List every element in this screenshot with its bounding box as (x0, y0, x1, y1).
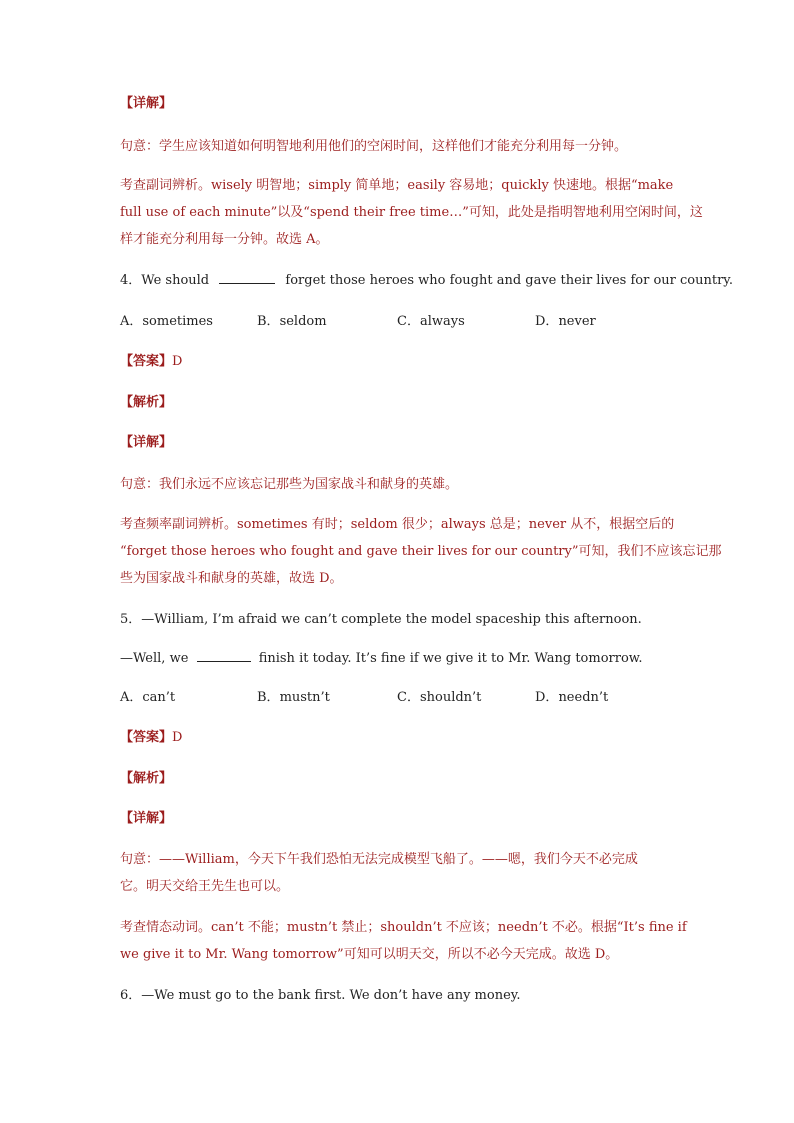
q5-answer-label: 【答案】 (120, 730, 173, 745)
q5-option-b: B．mustn’t (257, 690, 330, 705)
q5-line-2-after: finish it today. It’s fine if we give it to Mr. Wang tomorrow. (258, 651, 643, 666)
q4-option-b: B．seldom (257, 314, 327, 329)
q5-option-c: C．shouldn’t (397, 690, 482, 705)
q5-blank (197, 649, 251, 662)
q4-detail-label: 【详解】 (120, 435, 173, 450)
q4-analysis-line-3: 些为国家战斗和献身的英雄，故选 D。 (120, 571, 343, 586)
q5-answer-value: D (172, 730, 183, 745)
q5-analysis-line-2: we give it to Mr. Wang tomorrow”可知可以明天交，所以不必今天完成。故选 D。 (120, 947, 619, 962)
q4-stem-before: We should (141, 273, 210, 288)
q5-detail-label: 【详解】 (120, 811, 173, 826)
q4-answer-value: D (172, 354, 183, 369)
q4-option-a: A．sometimes (120, 314, 213, 329)
q5-line-1 (120, 610, 642, 630)
q3-analysis-line-2: full use of each minute”以及“spend their free time…”可知，此处是指明智地利用空闲时间，这 (120, 205, 703, 220)
q5-meaning-line-2: 它。明天交给王先生也可以。 (120, 879, 290, 894)
q6-line-1 (120, 986, 521, 1006)
q4-answer (120, 352, 182, 372)
q4-analysis-line-1: 考查频率副词辨析。sometimes 有时；seldom 很少；always 总是；never 从不，根据空后的 (120, 517, 675, 532)
q4-answer-label: 【答案】 (120, 354, 173, 369)
q5-option-a: A．can’t (120, 690, 176, 705)
q4-analysis-line-2: “forget those heroes who fought and gave their lives for our country”可知，我们不应该忘记那 (120, 544, 722, 559)
q4-stem (120, 271, 733, 291)
q4-option-d: D．never (535, 314, 596, 329)
q4-stem-after: forget those heroes who fought and gave their lives for our country. (285, 273, 734, 288)
q5-answer (120, 728, 182, 748)
q6-number: 6． (120, 988, 142, 1003)
q5-analysis-line-1: 考查情态动词。can’t 不能；mustn’t 禁止；shouldn’t 不应该；needn’t 不必。根据“It’s fine if (120, 920, 687, 935)
q5-number: 5． (120, 612, 142, 627)
q4-meaning: 句意：我们永远不应该忘记那些为国家战斗和献身的英雄。 (120, 477, 459, 492)
q5-line-1-text: —William, I’m afraid we can’t complete the model spaceship this afternoon. (141, 612, 642, 627)
q3-meaning: 句意：学生应该知道如何明智地利用他们的空闲时间，这样他们才能充分利用每一分钟。 (120, 139, 628, 154)
q4-option-c: C．always (397, 314, 465, 329)
q5-meaning-line-1: 句意：——William，今天下午我们恐怕无法完成模型飞船了。——嗯，我们今天不必完成 (120, 852, 638, 867)
q4-number: 4． (120, 273, 142, 288)
q4-parse-label: 【解析】 (120, 395, 173, 410)
q5-line-2-before: —Well, we (120, 651, 189, 666)
q5-option-d: D．needn’t (535, 690, 609, 705)
q5-line-2 (120, 649, 643, 669)
q4-blank (219, 271, 275, 284)
q3-analysis-line-1: 考查副词辨析。wisely 明智地；simply 简单地；easily 容易地；quickly 快速地。根据“make (120, 178, 674, 193)
q5-parse-label: 【解析】 (120, 771, 173, 786)
q3-analysis-line-3: 样才能充分利用每一分钟。故选 A。 (120, 232, 329, 247)
q6-line-1-text: —We must go to the bank first. We don’t have any money. (141, 988, 521, 1003)
q3-detail-label: 【详解】 (120, 96, 173, 111)
